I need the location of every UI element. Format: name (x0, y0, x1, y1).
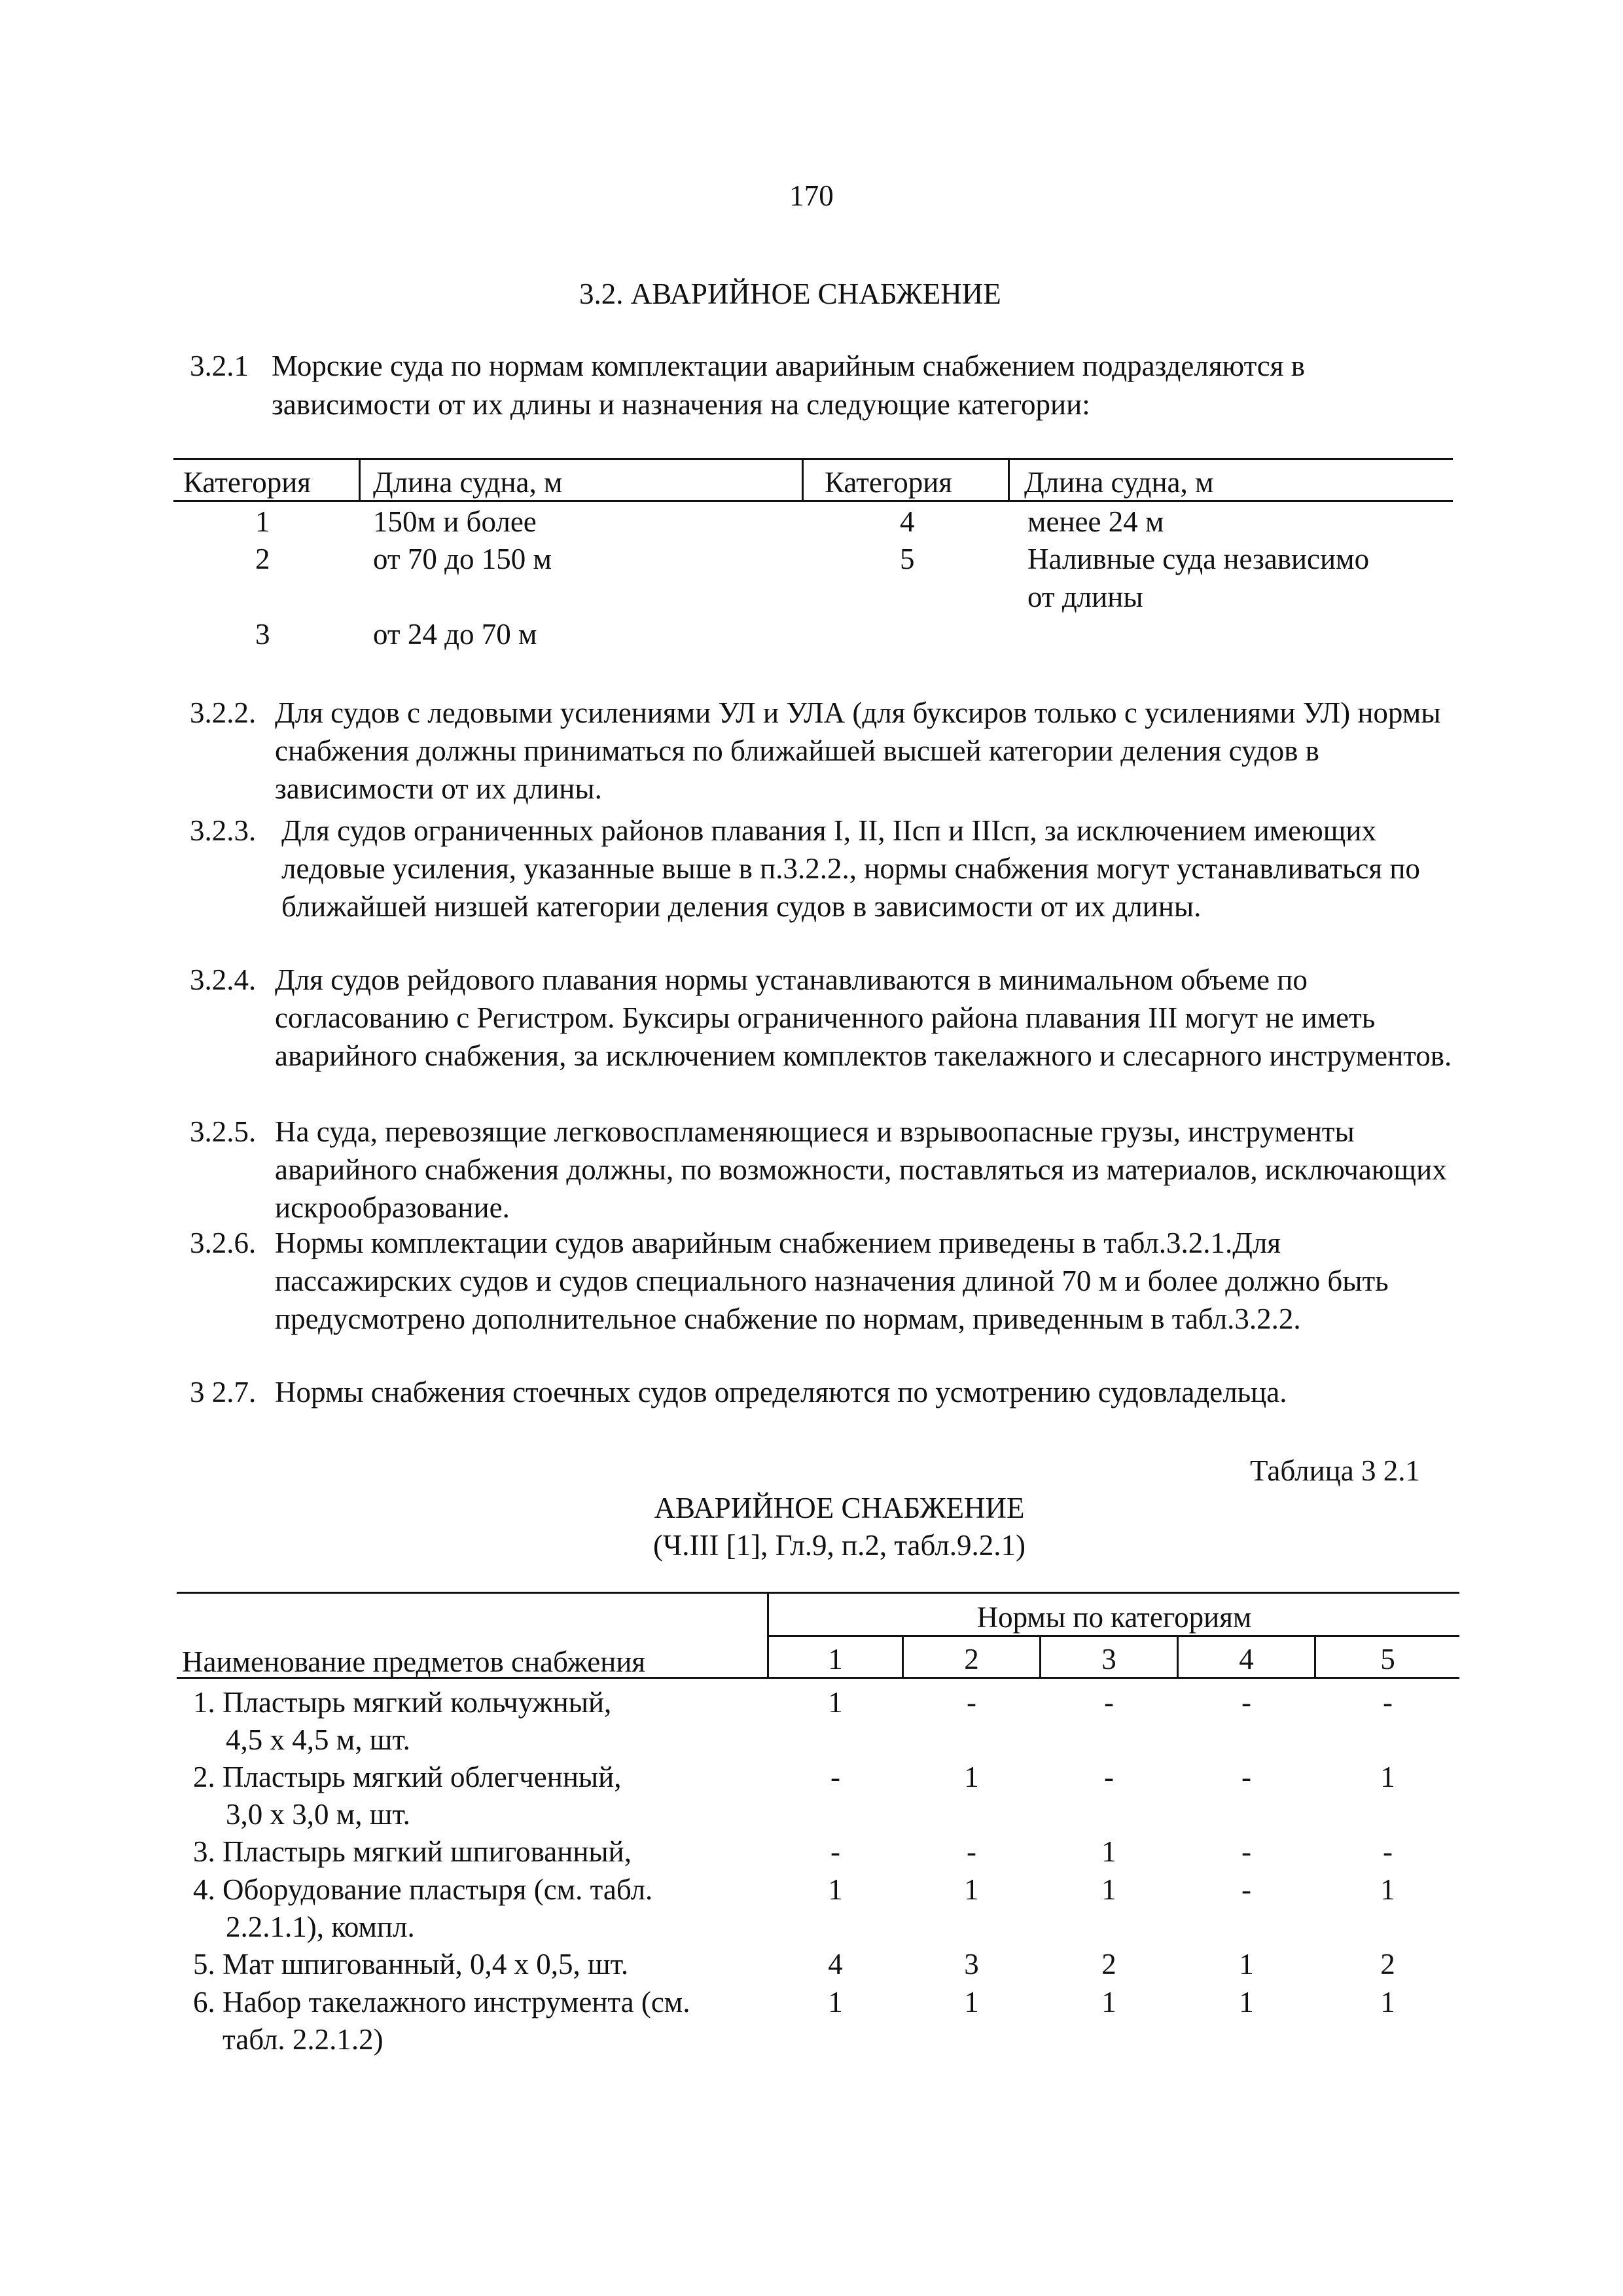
length-cell: 150м и более (373, 505, 537, 538)
table-header-rule (173, 500, 1453, 502)
page-number: 170 (789, 179, 834, 212)
table-cell: 1 (1239, 1986, 1254, 2018)
table-cell: - (967, 1835, 976, 1868)
paragraph-text: Для судов ограниченных районов плавания I, II, IIсп и IIIсп, за исключением имеющих ледовые усиления, указанные выше в п.3.2.2., нормы снабжения могут устанавливаться по ближайшей низшей категории деления судов в зависимости от их длины. (281, 814, 1420, 923)
table-cell: - (967, 1686, 976, 1719)
table-row-name-cont: 2.2.1.1), компл. (226, 1910, 415, 1943)
table-cell: 2 (1380, 1948, 1395, 1981)
table-cell: - (1383, 1835, 1393, 1868)
table-cell: 1 (1239, 1948, 1254, 1981)
table-cell: - (1241, 1873, 1251, 1906)
table-cell: - (1383, 1686, 1393, 1719)
category-cell: 1 (255, 505, 270, 538)
table-row-name: 5. Мат шпигованный, 0,4 х 0,5, шт. (193, 1948, 629, 1981)
category-cell: 3 (255, 618, 270, 651)
category-cell: 5 (900, 543, 915, 575)
paragraph-text: Для судов рейдового плавания нормы устанавливаются в минимальном объеме по согласованию с Регистром. Буксиры ограниченного района плавания III могут не иметь аварийного снабжения, за исключением комплектов такелажного и слесарного инструментов. (275, 963, 1452, 1072)
category-cell: 4 (900, 505, 915, 538)
category-column-header: 5 (1380, 1643, 1395, 1676)
table-top-rule (177, 1592, 1459, 1594)
paragraph-3-2-7 (190, 1373, 1453, 1411)
length-cell: менее 24 м (1027, 505, 1164, 538)
table-title: АВАРИЙНОЕ СНАБЖЕНИЕ (654, 1492, 1025, 1524)
paragraph-number: 3 2.7. (190, 1376, 257, 1408)
table-top-rule (173, 458, 1453, 460)
table-header: Длина судна, м (1024, 466, 1214, 499)
paragraph-text: На суда, перевозящие легковоспламеняющиеся и взрывоопасные грузы, инструменты аварийного снабжения должны, по возможности, поставляться из материалов, исключающих искрообразование. (275, 1115, 1447, 1224)
table-cell: - (1104, 1761, 1114, 1793)
category-column-header: 1 (828, 1643, 843, 1676)
table-divider (802, 458, 804, 500)
paragraph-3-2-5 (190, 1113, 1453, 1227)
table-cell: 1 (1101, 1873, 1116, 1906)
table-header: Категория (825, 466, 952, 499)
table-row-name-cont: 3,0 х 3,0 м, шт. (226, 1798, 410, 1831)
name-column-header: Наименование предметов снабжения (182, 1645, 646, 1678)
supply-table (177, 1592, 1459, 2063)
table-cell: 1 (964, 1761, 979, 1793)
paragraph-number: 3.2.3. (190, 814, 257, 847)
table-cell: - (830, 1761, 840, 1793)
paragraph-3-2-4 (190, 961, 1453, 1075)
table-cell: 1 (1380, 1986, 1395, 2018)
norms-column-header: Нормы по категориям (976, 1601, 1252, 1634)
table-cell: - (1241, 1761, 1251, 1793)
table-cell: 1 (828, 1986, 843, 2018)
table-cell: - (1241, 1686, 1251, 1719)
table-label: Таблица 3 2.1 (1250, 1454, 1420, 1487)
table-header: Категория (183, 466, 311, 499)
table-header: Длина судна, м (373, 466, 563, 499)
category-column-header: 2 (964, 1643, 979, 1676)
table-cell: 1 (1380, 1873, 1395, 1906)
paragraph-3-2-2 (190, 694, 1453, 808)
length-cell: от 24 до 70 м (373, 618, 537, 651)
table-divider (1008, 458, 1010, 500)
table-cell: 4 (828, 1948, 843, 1981)
table-cell: 1 (964, 1986, 979, 2018)
paragraph-number: 3.2.6. (190, 1227, 257, 1259)
table-cell: - (830, 1835, 840, 1868)
length-cell: Наливные суда независимо от длины (1027, 543, 1370, 613)
paragraph-number: 3.2.5. (190, 1115, 257, 1148)
category-cell: 2 (255, 543, 270, 575)
table-row-name: 3. Пластырь мягкий шпигованный, (193, 1835, 632, 1868)
table-cell: 1 (964, 1873, 979, 1906)
table-cell: - (1241, 1835, 1251, 1868)
table-row-name: 1. Пластырь мягкий кольчужный, (193, 1686, 612, 1719)
section-title: 3.2. АВАРИЙНОЕ СНАБЖЕНИЕ (579, 278, 1001, 310)
length-cell: от 70 до 150 м (373, 543, 552, 575)
paragraph-text: Нормы комплектации судов аварийным снабжением приведены в табл.3.2.1.Для пассажирских судов и судов специального назначения длиной 70 м и более должно быть предусмотрено дополнительное снабжение по нормам, приведенным в табл.3.2.2. (275, 1227, 1389, 1335)
paragraph-text: Морские суда по нормам комплектации аварийным снабжением подразделяются в зависимости от их длины и назначения на следующие категории: (272, 350, 1305, 421)
table-row-name-cont: табл. 2.2.1.2) (223, 2023, 383, 2056)
table-subtitle: (Ч.III [1], Гл.9, п.2, табл.9.2.1) (653, 1529, 1026, 1562)
table-cell: - (1104, 1686, 1114, 1719)
table-cell: 2 (1101, 1948, 1116, 1981)
paragraph-text: Для судов с ледовыми усилениями УЛ и УЛА (для буксиров только с усилениями УЛ) нормы снабжения должны приниматься по ближайшей высшей категории деления судов в зависимости от их длины. (275, 696, 1441, 805)
table-cell: 1 (828, 1873, 843, 1906)
paragraph-number: 3.2.2. (190, 696, 257, 729)
paragraph-number: 3.2.1 (190, 350, 249, 382)
table-cell: 1 (828, 1686, 843, 1719)
paragraph-3-2-6 (190, 1224, 1453, 1338)
category-column-header: 3 (1101, 1643, 1116, 1676)
paragraph-3-2-1 (190, 347, 1453, 423)
paragraph-number: 3.2.4. (190, 963, 257, 996)
table-row-name: 6. Набор такелажного инструмента (см. (193, 1986, 690, 2018)
table-divider (359, 458, 361, 500)
table-cell: 1 (1380, 1761, 1395, 1793)
table-cell: 1 (1101, 1986, 1116, 2018)
table-cell: 3 (964, 1948, 979, 1981)
paragraph-3-2-3 (190, 812, 1453, 925)
table-row-name-cont: 4,5 х 4,5 м, шт. (226, 1723, 410, 1756)
category-column-header: 4 (1239, 1643, 1254, 1676)
paragraph-text: Нормы снабжения стоечных судов определяются по усмотрению судовладельца. (275, 1376, 1287, 1408)
table-row-name: 4. Оборудование пластыря (см. табл. (193, 1873, 653, 1906)
table-row-name: 2. Пластырь мягкий облегченный, (193, 1761, 622, 1793)
table-cell: 1 (1101, 1835, 1116, 1868)
